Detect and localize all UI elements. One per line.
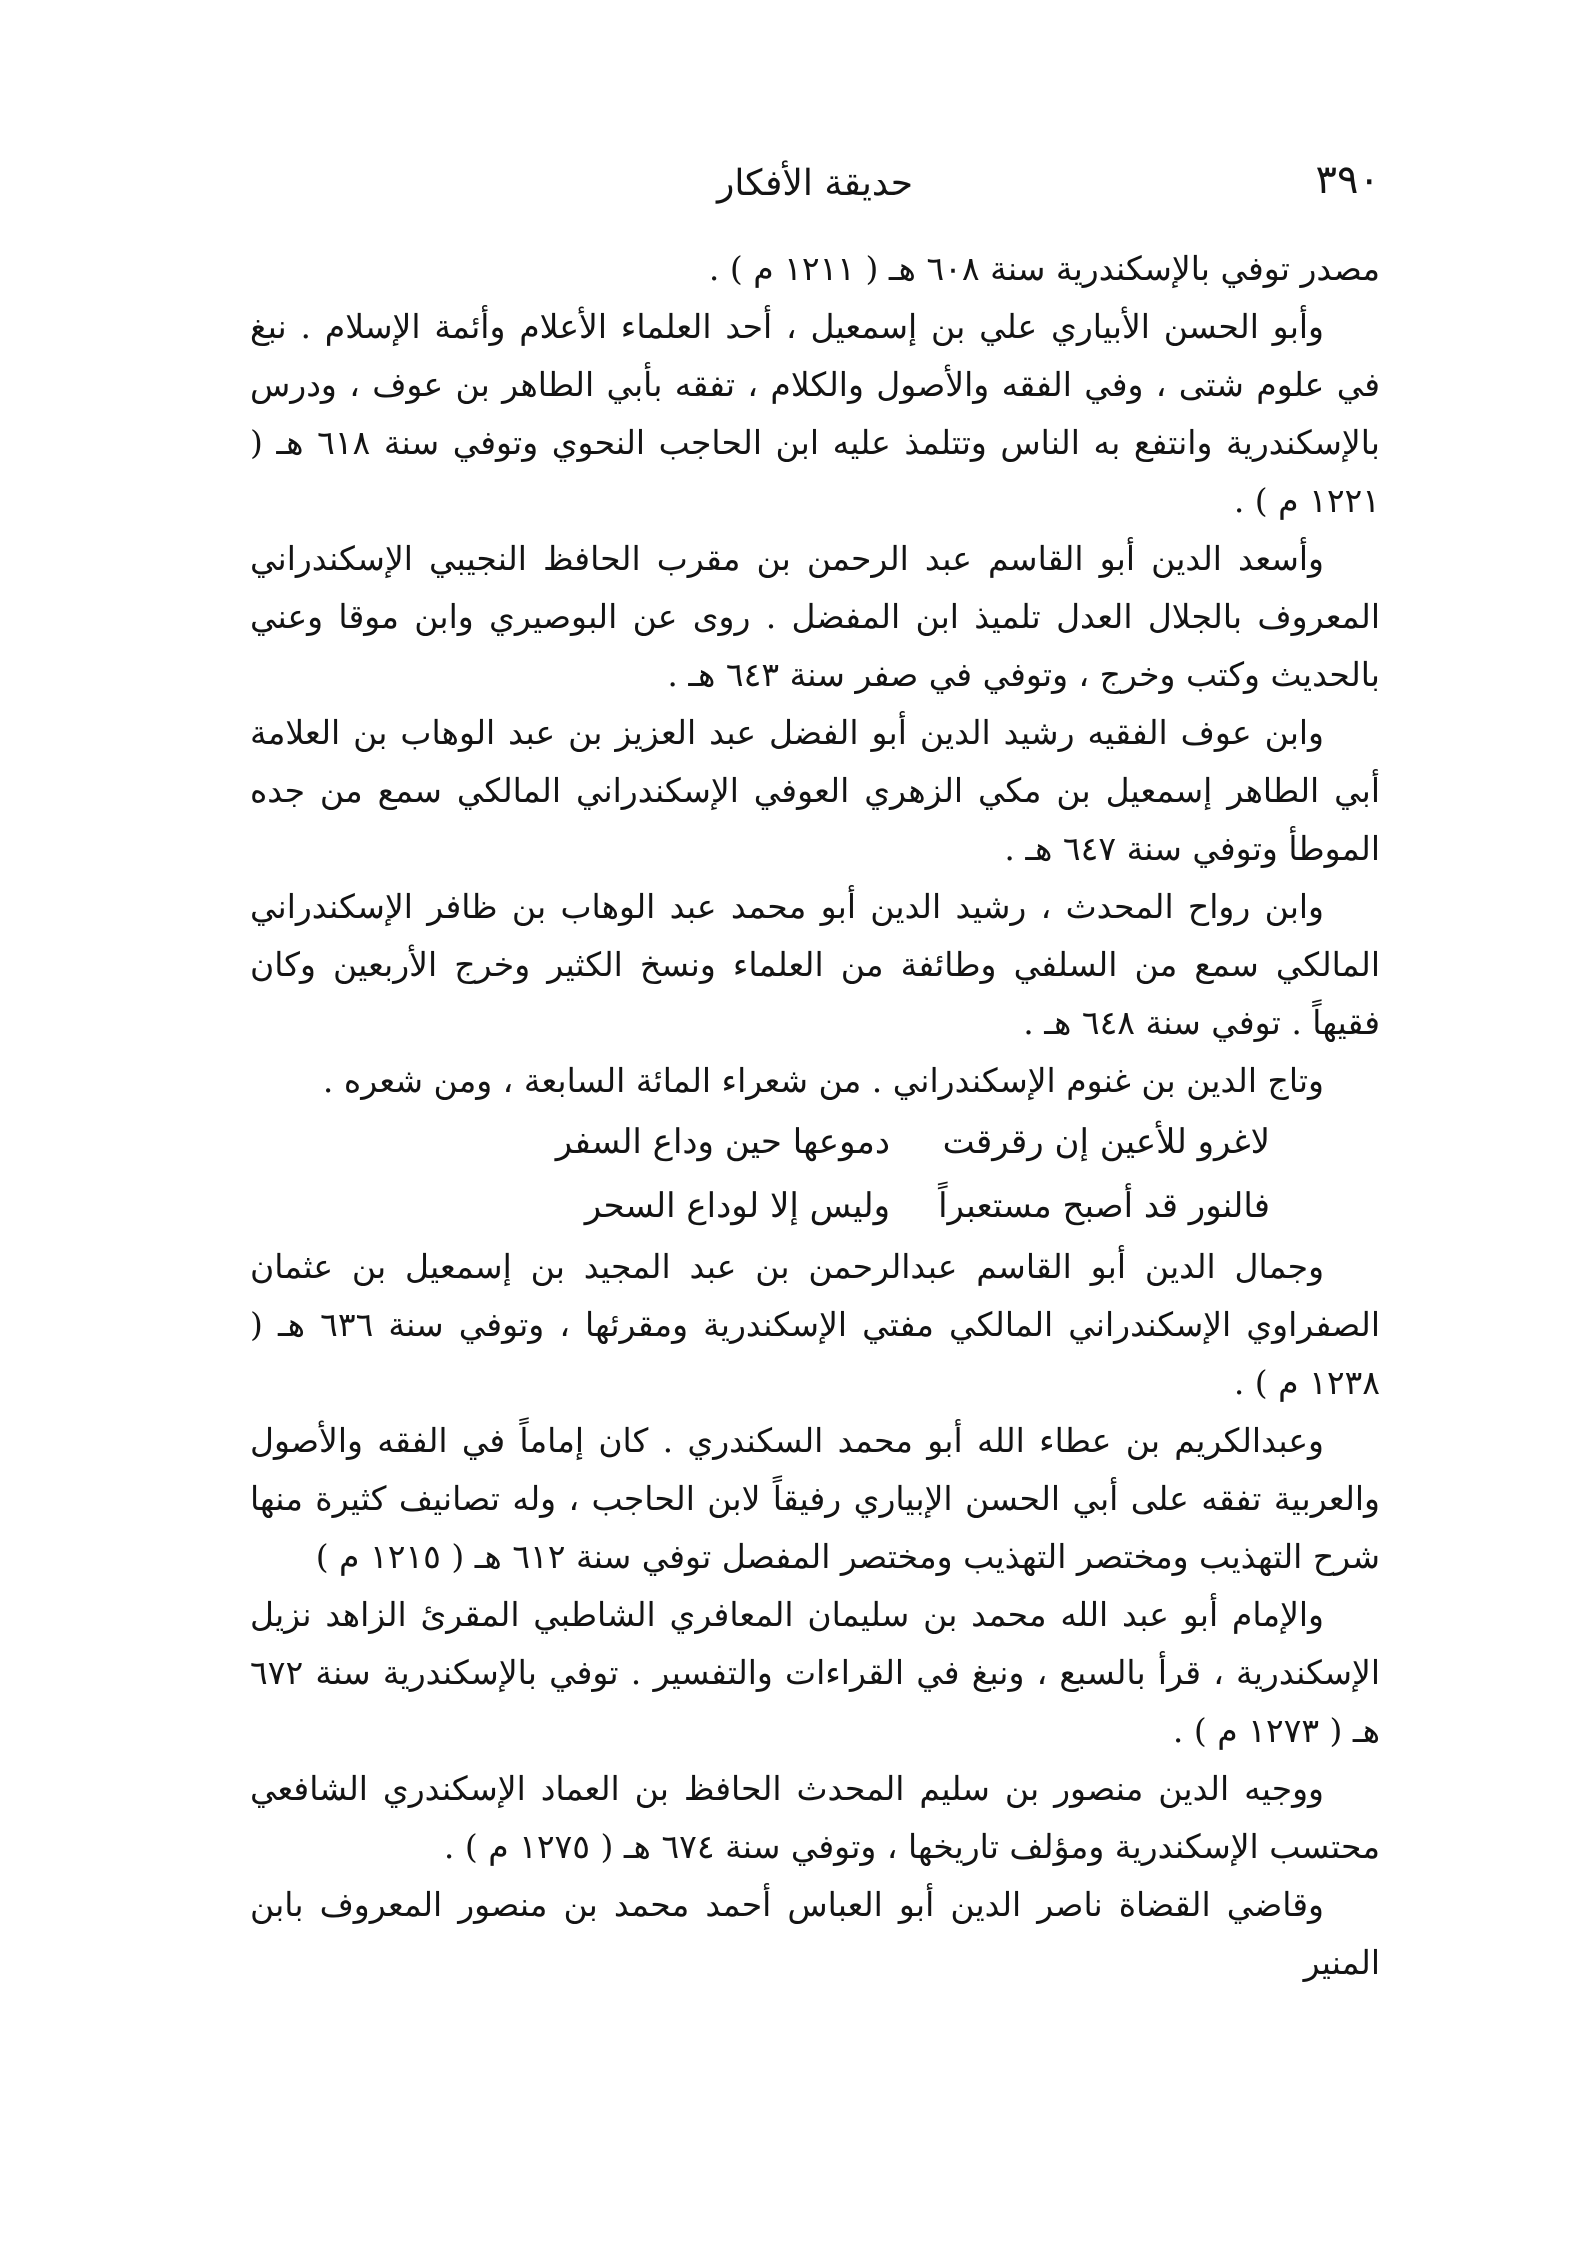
paragraph: وابن عوف الفقيه رشيد الدين أبو الفضل عبد العزيز بن عبد الوهاب بن العلامة أبي الطاهر إسمعيل بن مكي الزهري العوفي الإسكندراني المالكي سمع من جده الموطأ وتوفي سنة ٦٤٧ هـ . <box>250 713 1380 868</box>
poem <box>250 1110 1380 1238</box>
page-number: ٣٩٠ <box>1315 157 1380 203</box>
paragraph: وجمال الدين أبو القاسم عبدالرحمن بن عبد المجيد بن إسمعيل بن عثمان الصفراوي الإسكندراني المالكي مفتي الإسكندرية ومقرئها ، وتوفي سنة ٦٣٦ هـ ( ١٢٣٨ م ) . <box>250 1247 1380 1402</box>
verse-line <box>250 1174 1380 1238</box>
page-body <box>250 240 1380 1992</box>
paragraph: وأسعد الدين أبو القاسم عبد الرحمن بن مقرب الحافظ النجيبي الإسكندراني المعروف بالجلال العدل تلميذ ابن المفضل . روى عن البوصيري وابن موقا وعني بالحديث وكتب وخرج ، وتوفي في صفر سنة ٦٤٣ هـ . <box>250 539 1380 694</box>
paragraph: وتاج الدين بن غنوم الإسكندراني . من شعراء المائة السابعة ، ومن شعره . <box>322 1061 1324 1100</box>
verse-second-hemistich: وليس إلا لوداع السحر <box>584 1186 890 1226</box>
verse-line <box>250 1110 1380 1174</box>
running-title: حديقة الأفكار <box>716 163 914 204</box>
paragraph: وأبو الحسن الأبياري علي بن إسمعيل ، أحد العلماء الأعلام وأئمة الإسلام . نبغ في علوم شتى ، وفي الفقه والأصول والكلام ، تفقه بأبي الطاهر بن عوف ، ودرس بالإسكندرية وانتفع به الناس وتتلمذ عليه ابن الحاجب النحوي وتوفي سنة ٦١٨ هـ ( ١٢٢١ م ) . <box>250 307 1380 520</box>
paragraph: ووجيه الدين منصور بن سليم المحدث الحافظ بن العماد الإسكندري الشافعي محتسب الإسكندرية ومؤلف تاريخها ، وتوفي سنة ٦٧٤ هـ ( ١٢٧٥ م ) . <box>250 1769 1380 1866</box>
verse-first-hemistich: فالنور قد أصبح مستعبراً <box>938 1186 1270 1226</box>
page-header <box>250 150 1380 210</box>
paragraph: مصدر توفي بالإسكندرية سنة ٦٠٨ هـ ( ١٢١١ م ) . <box>708 249 1380 288</box>
verse-first-hemistich: لاغرو للأعين إن رقرقت <box>942 1122 1270 1162</box>
paragraph: وقاضي القضاة ناصر الدين أبو العباس أحمد محمد بن منصور المعروف بابن المنير <box>250 1885 1380 1982</box>
paragraph: والإمام أبو عبد الله محمد بن سليمان المعافري الشاطبي المقرئ الزاهد نزيل الإسكندرية ، قرأ بالسبع ، ونبغ في القراءات والتفسير . توفي بالإسكندرية سنة ٦٧٢ هـ ( ١٢٧٣ م ) . <box>250 1595 1380 1750</box>
verse-second-hemistich: دموعها حين وداع السفر <box>555 1122 890 1162</box>
paragraph: وابن رواح المحدث ، رشيد الدين أبو محمد عبد الوهاب بن ظافر الإسكندراني المالكي سمع من السلفي وطائفة من العلماء ونسخ الكثير وخرج الأربعين وكان فقيهاً . توفي سنة ٦٤٨ هـ . <box>250 887 1380 1042</box>
paragraph: وعبدالكريم بن عطاء الله أبو محمد السكندري . كان إماماً في الفقه والأصول والعربية تفقه على أبي الحسن الإبياري رفيقاً لابن الحاجب ، وله تصانيف كثيرة منها شرح التهذيب ومختصر التهذيب ومختصر المفصل توفي سنة ٦١٢ هـ ( ١٢١٥ م ) <box>250 1421 1380 1576</box>
